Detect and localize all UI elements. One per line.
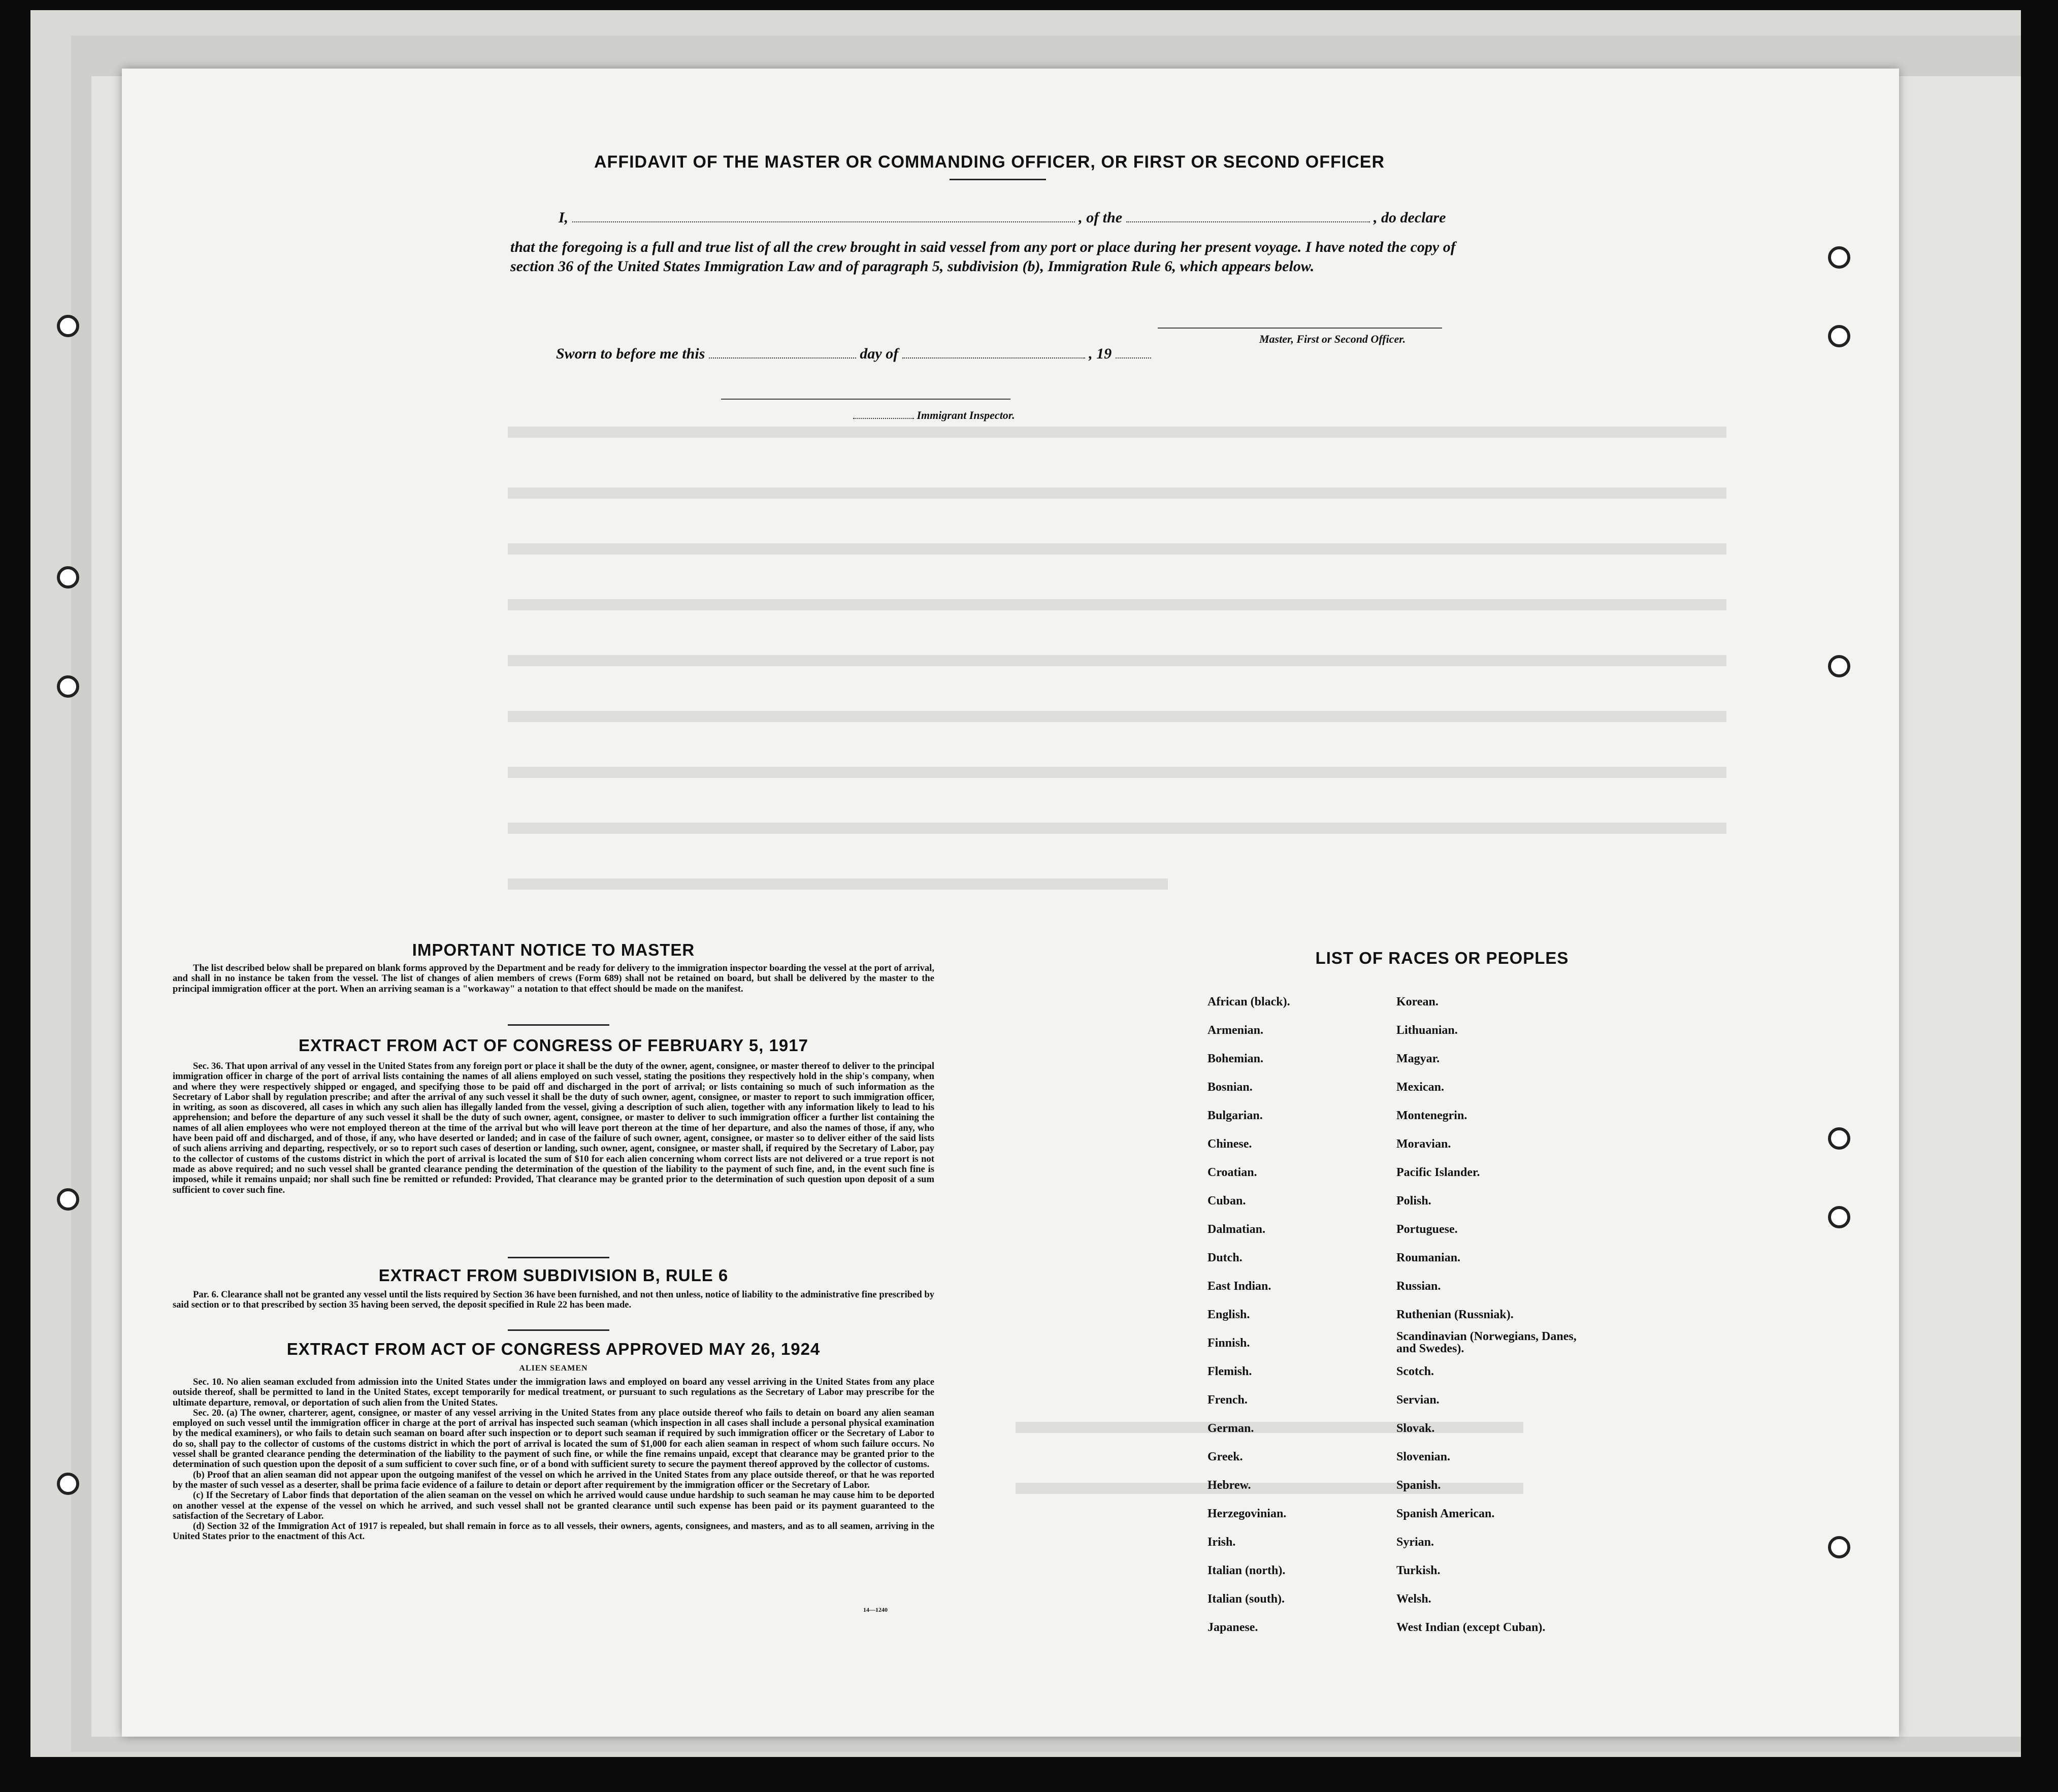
race-item: Spanish.	[1396, 1479, 1441, 1492]
affidavit-body: that the foregoing is a full and true list of all the crew brought in said vessel from any port or place during her present voyage. I have noted the copy of section 36 of the United States Immigration Law and of paragraph 5, subdivision (b), Immigration Rule 6, which appears below.	[510, 239, 1456, 275]
binder-hole-icon	[57, 1188, 79, 1211]
race-item: Greek.	[1207, 1450, 1243, 1463]
sec-20c-paragraph: (c) If the Secretary of Labor finds that deportation of the alien seaman on the vessel on which he arrived would cause undue hardship to such seaman he may cause him to be deported on another vessel at the expense of the vessel on which he arrived, and such vessel shall not be granted clearance until such expense has been paid or its payment guaranteed to the satisfaction of the Secretary of Labor.	[173, 1490, 934, 1521]
extract-rule6-body	[173, 1290, 934, 1311]
section-divider	[508, 1329, 609, 1331]
binder-hole-icon	[1828, 246, 1850, 269]
sec-20a-paragraph: Sec. 20. (a) The owner, charterer, agent, consignee, or master of any vessel arriving in the United States from any place outside thereof who fails to detain on board any alien seaman employed on such vessel until the immigration officer in charge at the port of arrival has inspected such seaman (which inspection in all cases shall include a personal physical examination by the medical examiners), or who fails to detain such seaman on board after such inspection or to deport such seaman if required by such immigration officer or the Secretary of Labor to do so, shall pay to the collector of customs of the customs district in which the port of arrival is located the sum of $1,000 for each alien seaman in respect of whom such failure occurs. No vessel shall be granted clearance pending the determination of the liability to the payment of such fine, or while the fine remains unpaid, except that clearance may be granted prior to the determination of such question upon the deposit of a sum sufficient to cover such fine, or of a bond with sufficient surety to secure the payment thereof approved by the collector of customs.	[173, 1407, 934, 1470]
alien-seamen-subhead: ALIEN SEAMEN	[519, 1364, 588, 1373]
sec-20b-paragraph: (b) Proof that an alien seaman did not appear upon the outgoing manifest of the vessel on which he arrived in the United States from any place outside thereof, or that he was reported by the master of such vessel as a deserter, shall be prima facie evidence of a failure to detain or deport after requirement by the immigration officer or the Secretary of Labor.	[173, 1469, 934, 1490]
bleed-through-row	[508, 487, 1726, 499]
race-item: Scandinavian (Norwegians, Danes, and Swedes).	[1396, 1330, 1577, 1355]
sec-20d-paragraph: (d) Section 32 of the Immigration Act of 1917 is repealed, but shall remain in force as to all vessels, their owners, agents, consignees, and masters, and as to all seamen, arriving in the United States prior to the enactment of this Act.	[173, 1521, 934, 1542]
affidavit-line1-mid: , of the	[1079, 209, 1123, 226]
race-item: Bosnian.	[1207, 1081, 1253, 1094]
binder-hole-icon	[1828, 1127, 1850, 1150]
inspector-signature-line[interactable]	[721, 399, 1010, 400]
extract-1917-body	[173, 1061, 934, 1195]
race-item: Bulgarian.	[1207, 1109, 1263, 1122]
notice-title: IMPORTANT NOTICE TO MASTER	[412, 940, 695, 959]
race-item: Russian.	[1396, 1280, 1441, 1293]
bleed-through-row	[508, 823, 1726, 834]
race-item: African (black).	[1207, 995, 1290, 1008]
bleed-through-row	[508, 599, 1726, 610]
sworn-end: , 19	[1089, 345, 1112, 362]
race-item: Hebrew.	[1207, 1479, 1251, 1492]
sworn-start: Sworn to before me this	[556, 345, 705, 362]
race-item: Servian.	[1396, 1393, 1440, 1407]
affidavit-declaration-line	[559, 209, 1446, 226]
extract-rule6-paragraph: Par. 6. Clearance shall not be granted any vessel until the lists required by Section 36 have been furnished, and not then unless, notice of liability to the administrative fine prescribed by said section or to that prescribed by section 35 having been served, the deposit specified in Rule 22 has been made.	[173, 1289, 934, 1311]
bleed-through-row	[1016, 1483, 1523, 1494]
title-divider	[950, 179, 1046, 180]
race-item: Welsh.	[1396, 1592, 1431, 1606]
section-divider	[508, 1257, 609, 1258]
bleed-through-row	[508, 655, 1726, 666]
bleed-through-row	[508, 767, 1726, 778]
race-item: Moravian.	[1396, 1137, 1451, 1151]
sec-10-paragraph: Sec. 10. No alien seaman excluded from admission into the United States under the immigration laws and employed on board any vessel arriving in the United States from any place outside thereof, shall be permitted to land in the United States, except temporarily for medical treatment, or pursuant to such regulations as the Secretary of Labor may prescribe for the ultimate departure, removal, or deportation of such alien from the United States.	[173, 1377, 934, 1408]
race-item: Armenian.	[1207, 1024, 1263, 1037]
binder-hole-icon	[57, 566, 79, 589]
affidavit-line1-start: I,	[559, 209, 569, 226]
inspector-label-text: Immigrant Inspector.	[917, 409, 1015, 421]
race-item: Dalmatian.	[1207, 1223, 1265, 1236]
race-item: Polish.	[1396, 1194, 1431, 1208]
race-item: Pacific Islander.	[1396, 1166, 1480, 1179]
race-item: Flemish.	[1207, 1365, 1252, 1378]
race-item: French.	[1207, 1393, 1248, 1407]
binder-hole-icon	[1828, 655, 1850, 677]
race-item: Cuban.	[1207, 1194, 1246, 1208]
vessel-blank[interactable]	[1126, 221, 1370, 222]
extract-rule6-title: EXTRACT FROM SUBDIVISION B, RULE 6	[378, 1266, 729, 1285]
signature-line[interactable]	[1158, 328, 1442, 329]
bleed-through-row	[508, 427, 1726, 438]
bleed-through-row	[1016, 1422, 1523, 1433]
races-title: LIST OF RACES OR PEOPLES	[1315, 949, 1569, 967]
binder-hole-icon	[57, 315, 79, 337]
binder-hole-icon	[57, 1473, 79, 1495]
race-item: Finnish.	[1207, 1337, 1250, 1350]
sworn-line	[556, 345, 1151, 363]
binder-hole-icon	[1828, 325, 1850, 347]
race-item: German.	[1207, 1422, 1254, 1435]
sworn-year-blank[interactable]	[1116, 357, 1151, 359]
race-item: East Indian.	[1207, 1280, 1271, 1293]
sworn-mid: day of	[860, 345, 899, 362]
notice-paragraph: The list described below shall be prepared on blank forms approved by the Department and be ready for delivery to the immigration inspector boarding the vessel at the port of arrival, and shall in no instance be taken from the vessel. The list of changes of alien members of crews (Form 689) shall not be retained on board, but shall be delivered by the master to the principal immigration officer at the port. When an arriving seaman is a "workaway" a notation to that effect should be made on the manifest.	[173, 963, 934, 994]
race-item: Chinese.	[1207, 1137, 1252, 1151]
bleed-through-row	[508, 543, 1726, 555]
race-item: Korean.	[1396, 995, 1439, 1008]
race-item: Scotch.	[1396, 1365, 1434, 1378]
inspector-blank	[853, 417, 914, 419]
race-item: Syrian.	[1396, 1536, 1434, 1549]
race-item: Irish.	[1207, 1536, 1236, 1549]
section-divider	[508, 1024, 609, 1026]
race-item: Dutch.	[1207, 1251, 1243, 1264]
extract-1924-body	[173, 1377, 934, 1542]
extract-1917-title: EXTRACT FROM ACT OF CONGRESS OF FEBRUARY 5, 1917	[299, 1036, 808, 1055]
binder-hole-icon	[1828, 1206, 1850, 1228]
binder-hole-icon	[1828, 1536, 1850, 1558]
bleed-through-row	[508, 878, 1168, 890]
race-item: Italian (north).	[1207, 1564, 1286, 1577]
sworn-day-blank[interactable]	[709, 357, 856, 359]
race-item: Bohemian.	[1207, 1052, 1264, 1065]
race-item: Japanese.	[1207, 1621, 1258, 1634]
race-item: Herzegovinian.	[1207, 1507, 1287, 1520]
sworn-month-blank[interactable]	[902, 357, 1085, 359]
race-item: Spanish American.	[1396, 1507, 1495, 1520]
form-number: 14—1240	[863, 1606, 888, 1613]
race-item: Magyar.	[1396, 1052, 1440, 1065]
notice-body	[173, 963, 934, 994]
signature-label: Master, First or Second Officer.	[1259, 333, 1406, 345]
race-item: Croatian.	[1207, 1166, 1257, 1179]
affidavit-line1-end: , do declare	[1374, 209, 1446, 226]
race-item: Lithuanian.	[1396, 1024, 1458, 1037]
binder-hole-icon	[57, 675, 79, 698]
race-item: Mexican.	[1396, 1081, 1444, 1094]
bleed-through-row	[508, 711, 1726, 722]
race-item: Turkish.	[1396, 1564, 1441, 1577]
race-item: English.	[1207, 1308, 1250, 1321]
race-item: Slovenian.	[1396, 1450, 1451, 1463]
race-item: Portuguese.	[1396, 1223, 1458, 1236]
affidavit-title: AFFIDAVIT OF THE MASTER OR COMMANDING OFFICER, OR FIRST OR SECOND OFFICER	[594, 152, 1385, 172]
extract-1924-title: EXTRACT FROM ACT OF CONGRESS APPROVED MAY 26, 1924	[286, 1340, 821, 1358]
race-item: Montenegrin.	[1396, 1109, 1467, 1122]
name-blank[interactable]	[572, 221, 1075, 222]
inspector-label	[853, 409, 1015, 422]
race-item: Roumanian.	[1396, 1251, 1461, 1264]
race-item: West Indian (except Cuban).	[1396, 1621, 1546, 1634]
race-item: Italian (south).	[1207, 1592, 1285, 1606]
extract-1917-paragraph: Sec. 36. That upon arrival of any vessel in the United States from any foreign port or place it shall be the duty of the owner, agent, consignee, or master thereof to deliver to the principal immigration officer in charge of the port of arrival lists containing the names of all aliens employed on such vessel, stating the positions they respectively hold in the ship's company, when and where they were respectively shipped or engaged, and specifying those to be paid off and discharged in the port of arrival; or lists containing so much of such information as the Secretary of Labor shall by regulation prescribe; and after the arrival of any such vessel it shall be the duty of such owner, agent, consignee, or master to report to such immigration officer, in writing, as soon as discovered, all cases in which any such alien has illegally landed from the vessel, giving a description of such alien, together with any information likely to lead to his apprehension; and before the departure of any such vessel it shall be the duty of such owner, agent, consignee, or master to deliver to such immigration officer a further list containing the names of all alien employees who were not employed thereon at the time of the arrival but who will leave port thereon at the time of her departure, and also the names of those, if any, who have been paid off and discharged, and of those, if any, who have deserted or landed; and in case of the failure of such owner, agent, consignee, or master so to deliver either of the said lists of such aliens arriving and departing, respectively, or so to report such cases of desertion or landing, such owner, agent, consignee, or master shall, if required by the Secretary of Labor, pay to the collector of customs of the customs district in which the port of arrival is located the sum of $10 for each alien concerning whom correct lists are not delivered or a true report is not made as above required; and no such vessel shall be granted clearance pending the determination of the question of the liability to the payment of such fine, and, in the event such fine is imposed, while it remains unpaid; nor shall such fine be remitted or refunded: Provided, That clearance may be granted prior to the determination of such question upon deposit of a sum sufficient to cover such fine.	[173, 1061, 934, 1195]
race-item: Slovak.	[1396, 1422, 1435, 1435]
race-item: Ruthenian (Russniak).	[1396, 1308, 1514, 1321]
